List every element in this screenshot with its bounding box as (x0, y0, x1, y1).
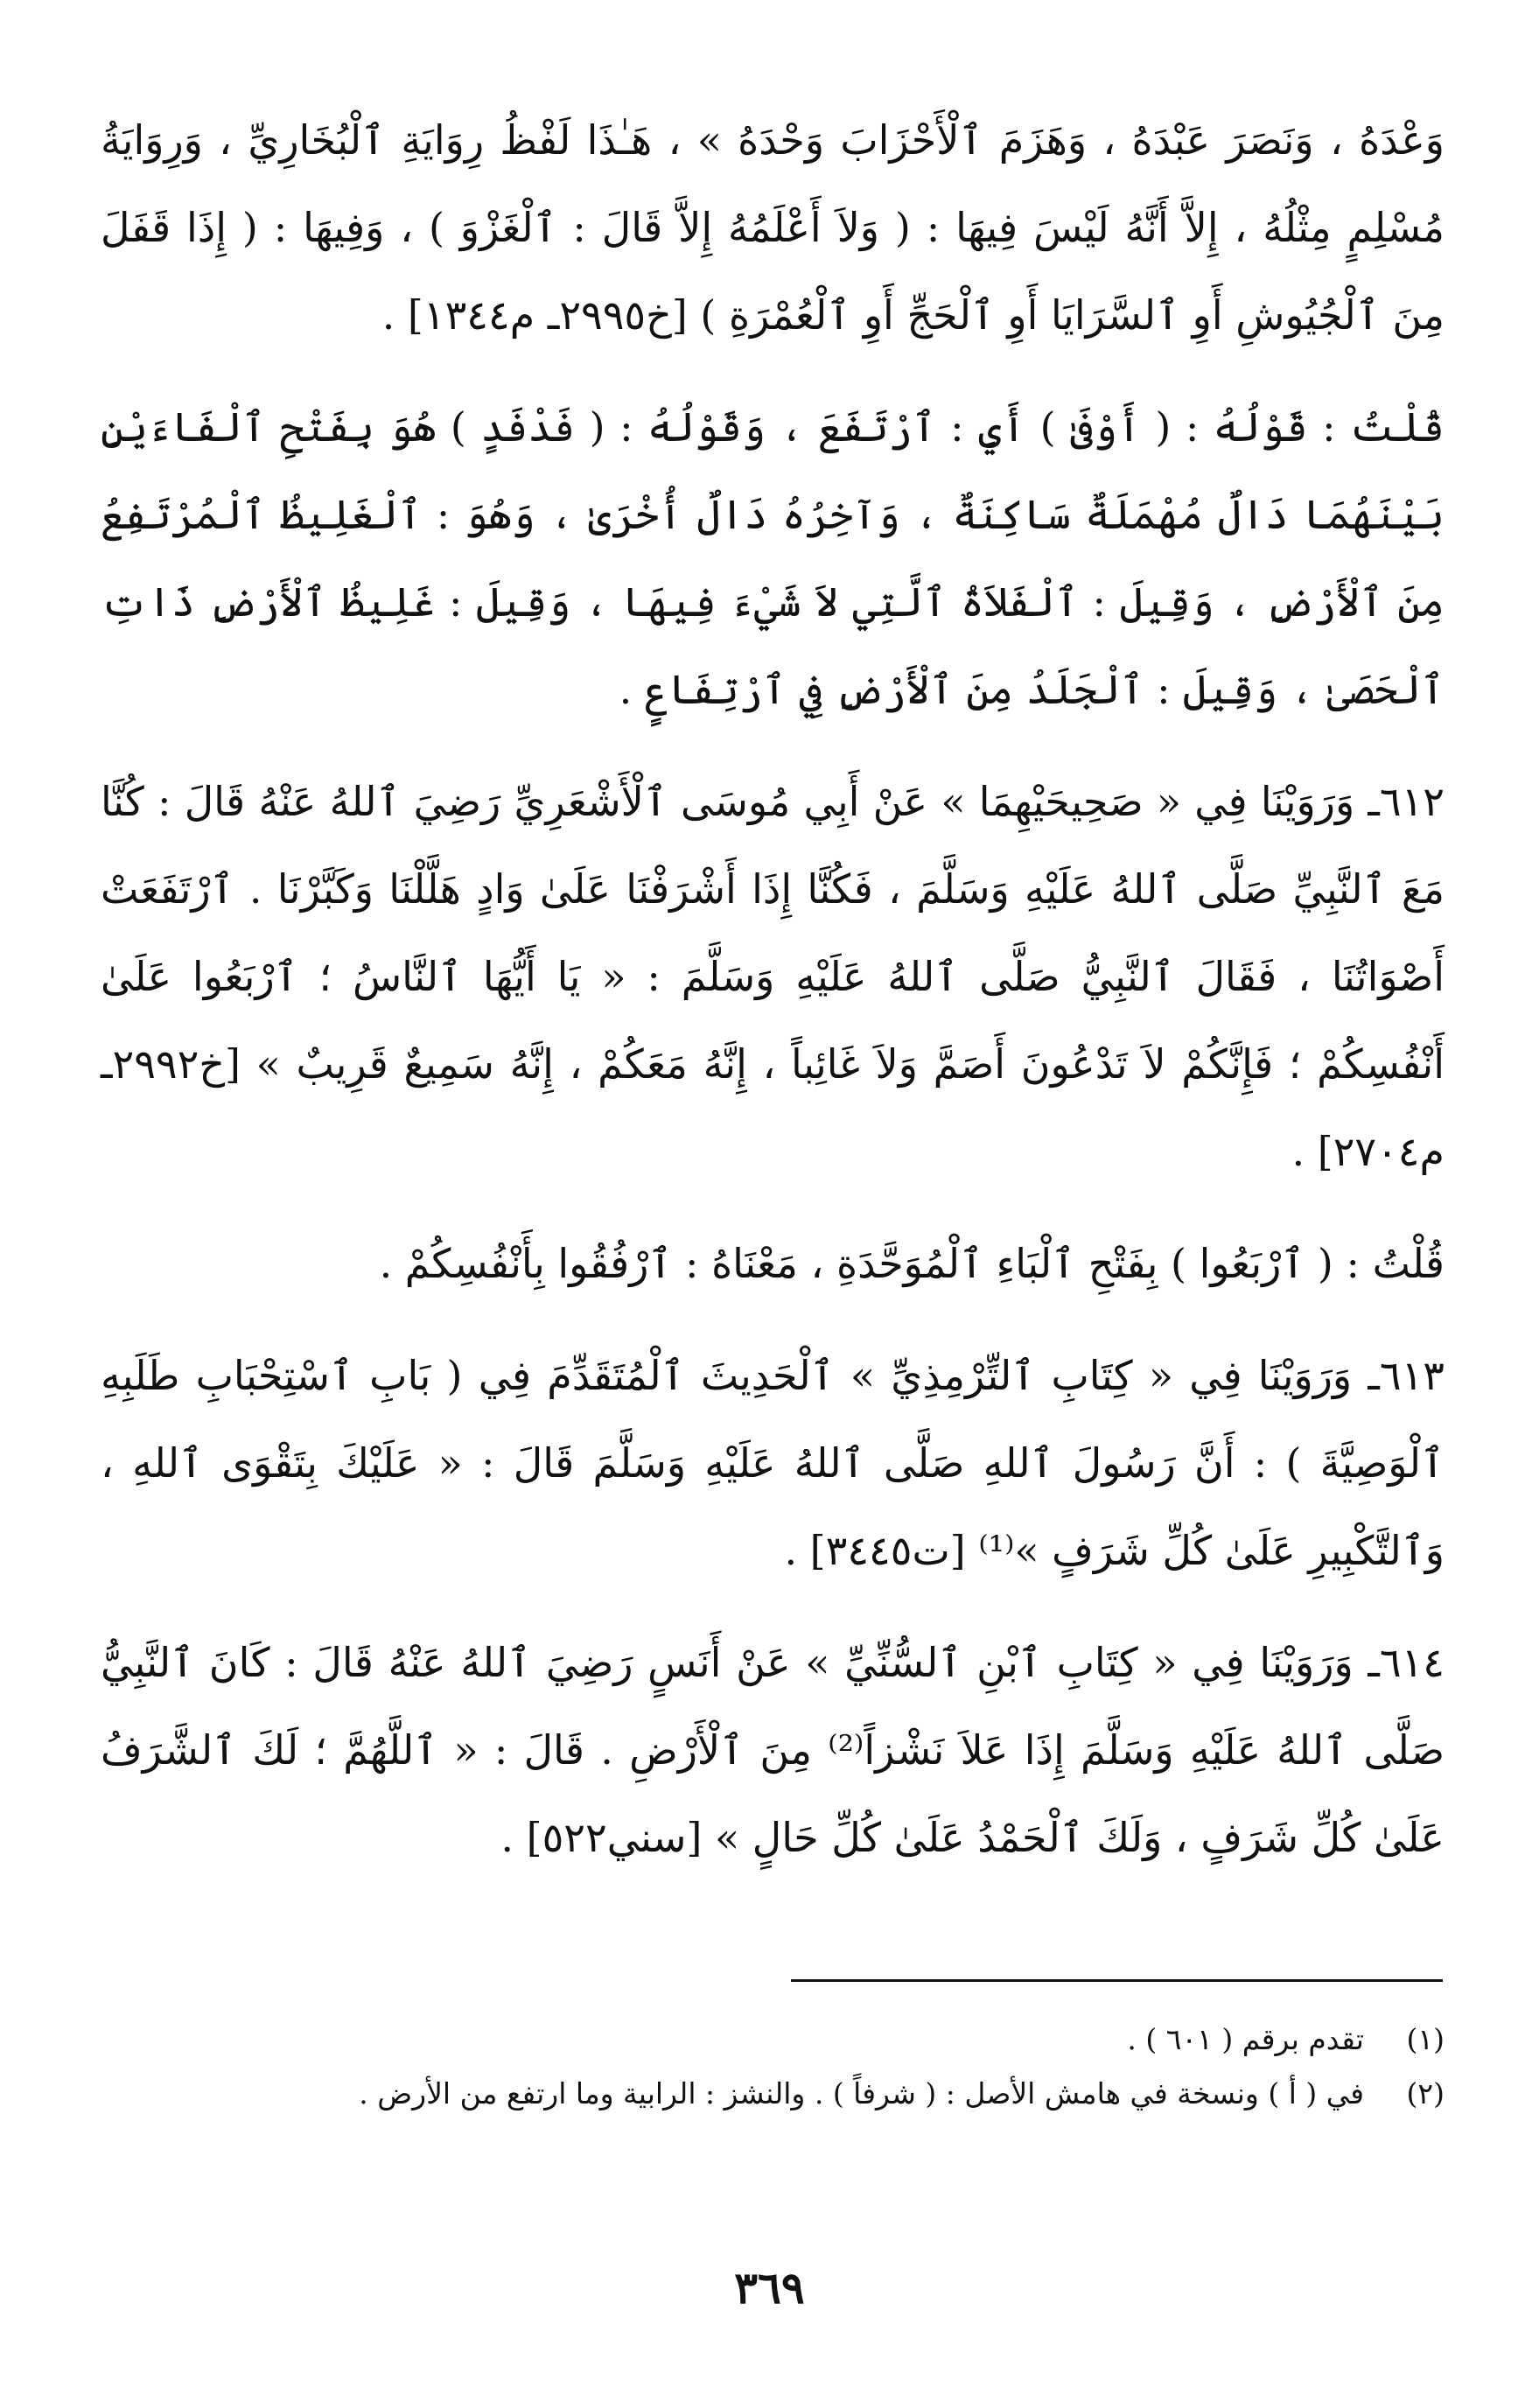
footnote-text: في ( أ ) ونسخة في هامش الأصل : ( شرفاً ) . والنشز : الرابية وما ارتفع من الأرض . (359, 2076, 1364, 2110)
paragraph-hadith-continuation: وَعْدَهُ ، وَنَصَرَ عَبْدَهُ ، وَهَزَمَ ٱلْأَحْزَابَ وَحْدَهُ » ، هَـٰذَا لَفْظُ رِوَايَةِ ٱلْبُخَارِيِّ ، وَرِوَايَةُ مُسْلِمٍ مِثْلُهُ ، إِلاَّ أَنَّهُ لَيْسَ فِيهَا : ( وَلاَ أَعْلَمُهُ إِلاَّ قَالَ : ٱلْغَزْوَ ) ، وَفِيهَا : ( إِذَا قَفَلَ مِنَ ٱلْجُيُوشِ أَوِ ٱلسَّرَايَا أَوِ ٱلْحَجِّ أَوِ ٱلْعُمْرَةِ ) [خ٢٩٩٥ـ م١٣٤٤] . (101, 116, 1445, 339)
paragraph-hadith-612: ٦١٢ـ وَرَوَيْنَا فِي « صَحِيحَيْهِمَا » عَنْ أَبِي مُوسَى ٱلْأَشْعَرِيِّ رَضِيَ ٱللهُ عَنْهُ قَالَ : كُنَّا مَعَ ٱلنَّبِيِّ صَلَّى ٱللهُ عَلَيْهِ وَسَلَّمَ ، فَكُنَّا إِذَا أَشْرَفْنَا عَلَىٰ وَادٍ هَلَّلْنَا وَكَبَّرْنَا . ٱرْتَفَعَتْ أَصْوَاتُنَا ، فَقَالَ ٱلنَّبِيُّ صَلَّى ٱللهُ عَلَيْهِ وَسَلَّمَ : « يَا أَيُّهَا ٱلنَّاسُ ؛ ٱرْبَعُوا عَلَىٰ أَنْفُسِكُمْ ؛ فَإِنَّكُمْ لاَ تَدْعُونَ أَصَمَّ وَلاَ غَائِباً ، إِنَّهُ مَعَكُمْ ، إِنَّهُ سَمِيعٌ قَرِيبٌ » [خ٢٩٩٢ـ م٢٧٠٤] . (101, 778, 1445, 1175)
footnote-number: (٢) (1406, 2076, 1445, 2110)
footnotes (101, 2012, 1445, 2121)
footnote-number: (١) (1406, 2022, 1445, 2056)
paragraph-commentary-irbau: قُلْتُ : ( ٱرْبَعُوا ) بِفَتْحِ ٱلْبَاءِ ٱلْمُوَحَّدَةِ ، مَعْنَاهُ : ٱرْفُقُوا بِأَنْفُسِكُمْ . (379, 1240, 1445, 1287)
main-text (101, 96, 1445, 1881)
paragraph-hadith-614: ٦١٤ـ وَرَوَيْنَا فِي « كِتَابِ ٱبْنِ ٱلسُّنِّيِّ » عَنْ أَنَسٍ رَضِيَ ٱللهُ عَنْهُ قَالَ : كَانَ ٱلنَّبِيُّ صَلَّى ٱللهُ عَلَيْهِ وَسَلَّمَ إِذَا عَلاَ نَشْزاً⁽²⁾ مِنَ ٱلْأَرْضِ . قَالَ : « ٱللَّهُمَّ ؛ لَكَ ٱلشَّرَفُ عَلَىٰ كُلِّ شَرَفٍ ، وَلَكَ ٱلْحَمْدُ عَلَىٰ كُلِّ حَالٍ » [سني٥٢٢] . (101, 1639, 1445, 1861)
paragraph-commentary-fadfad: قُلْتُ : قَوْلُهُ : ( أَوْفَىٰ ) أَيِ : ٱرْتَفَعَ ، وَقَوْلُهُ : ( فَدْفَدٍ ) هُوَ بِفَتْحِ ٱلْفَاءَيْنِ بَيْنَهُمَا دَالٌ مُهْمَلَةٌ سَاكِنَةٌ ، وَآخِرُهُ دَالٌ أُخْرَىٰ ، وَهُوَ : ٱلْغَلِيظُ ٱلْمُرْتَفِعُ مِنَ ٱلْأَرْضِ ، وَقِيلَ : ٱلْفَلاَةُ ٱلَّتِي لاَ شَيْءَ فِيهَا ، وَقِيلَ : غَلِيظُ ٱلْأَرْضِ ذَاتِ ٱلْحَصَىٰ ، وَقِيلَ : ٱلْجَلَدُ مِنَ ٱلْأَرْضِ فِي ٱرْتِفَاعٍ . (101, 403, 1445, 713)
footnote-1 (101, 2012, 1445, 2067)
paragraph-hadith-613: ٦١٣ـ وَرَوَيْنَا فِي « كِتَابِ ٱلتِّرْمِذِيِّ » ٱلْحَدِيثَ ٱلْمُتَقَدِّمَ فِي ( بَابِ ٱسْتِحْبَابِ طَلَبِهِ ٱلْوَصِيَّةَ ) : أَنَّ رَسُولَ ٱللهِ صَلَّى ٱللهُ عَلَيْهِ وَسَلَّمَ قَالَ : « عَلَيْكَ بِتَقْوَى ٱللهِ ، وَٱلتَّكْبِيرِ عَلَىٰ كُلِّ شَرَفٍ »⁽¹⁾ [ت٣٤٤٥] . (101, 1352, 1445, 1574)
footnote-text: تقدم برقم ( ٦٠١ ) . (1127, 2022, 1364, 2056)
footnote-separator (791, 1979, 1443, 1982)
footnote-2 (101, 2067, 1445, 2121)
page-number: ٣٦٩ (734, 2262, 805, 2314)
